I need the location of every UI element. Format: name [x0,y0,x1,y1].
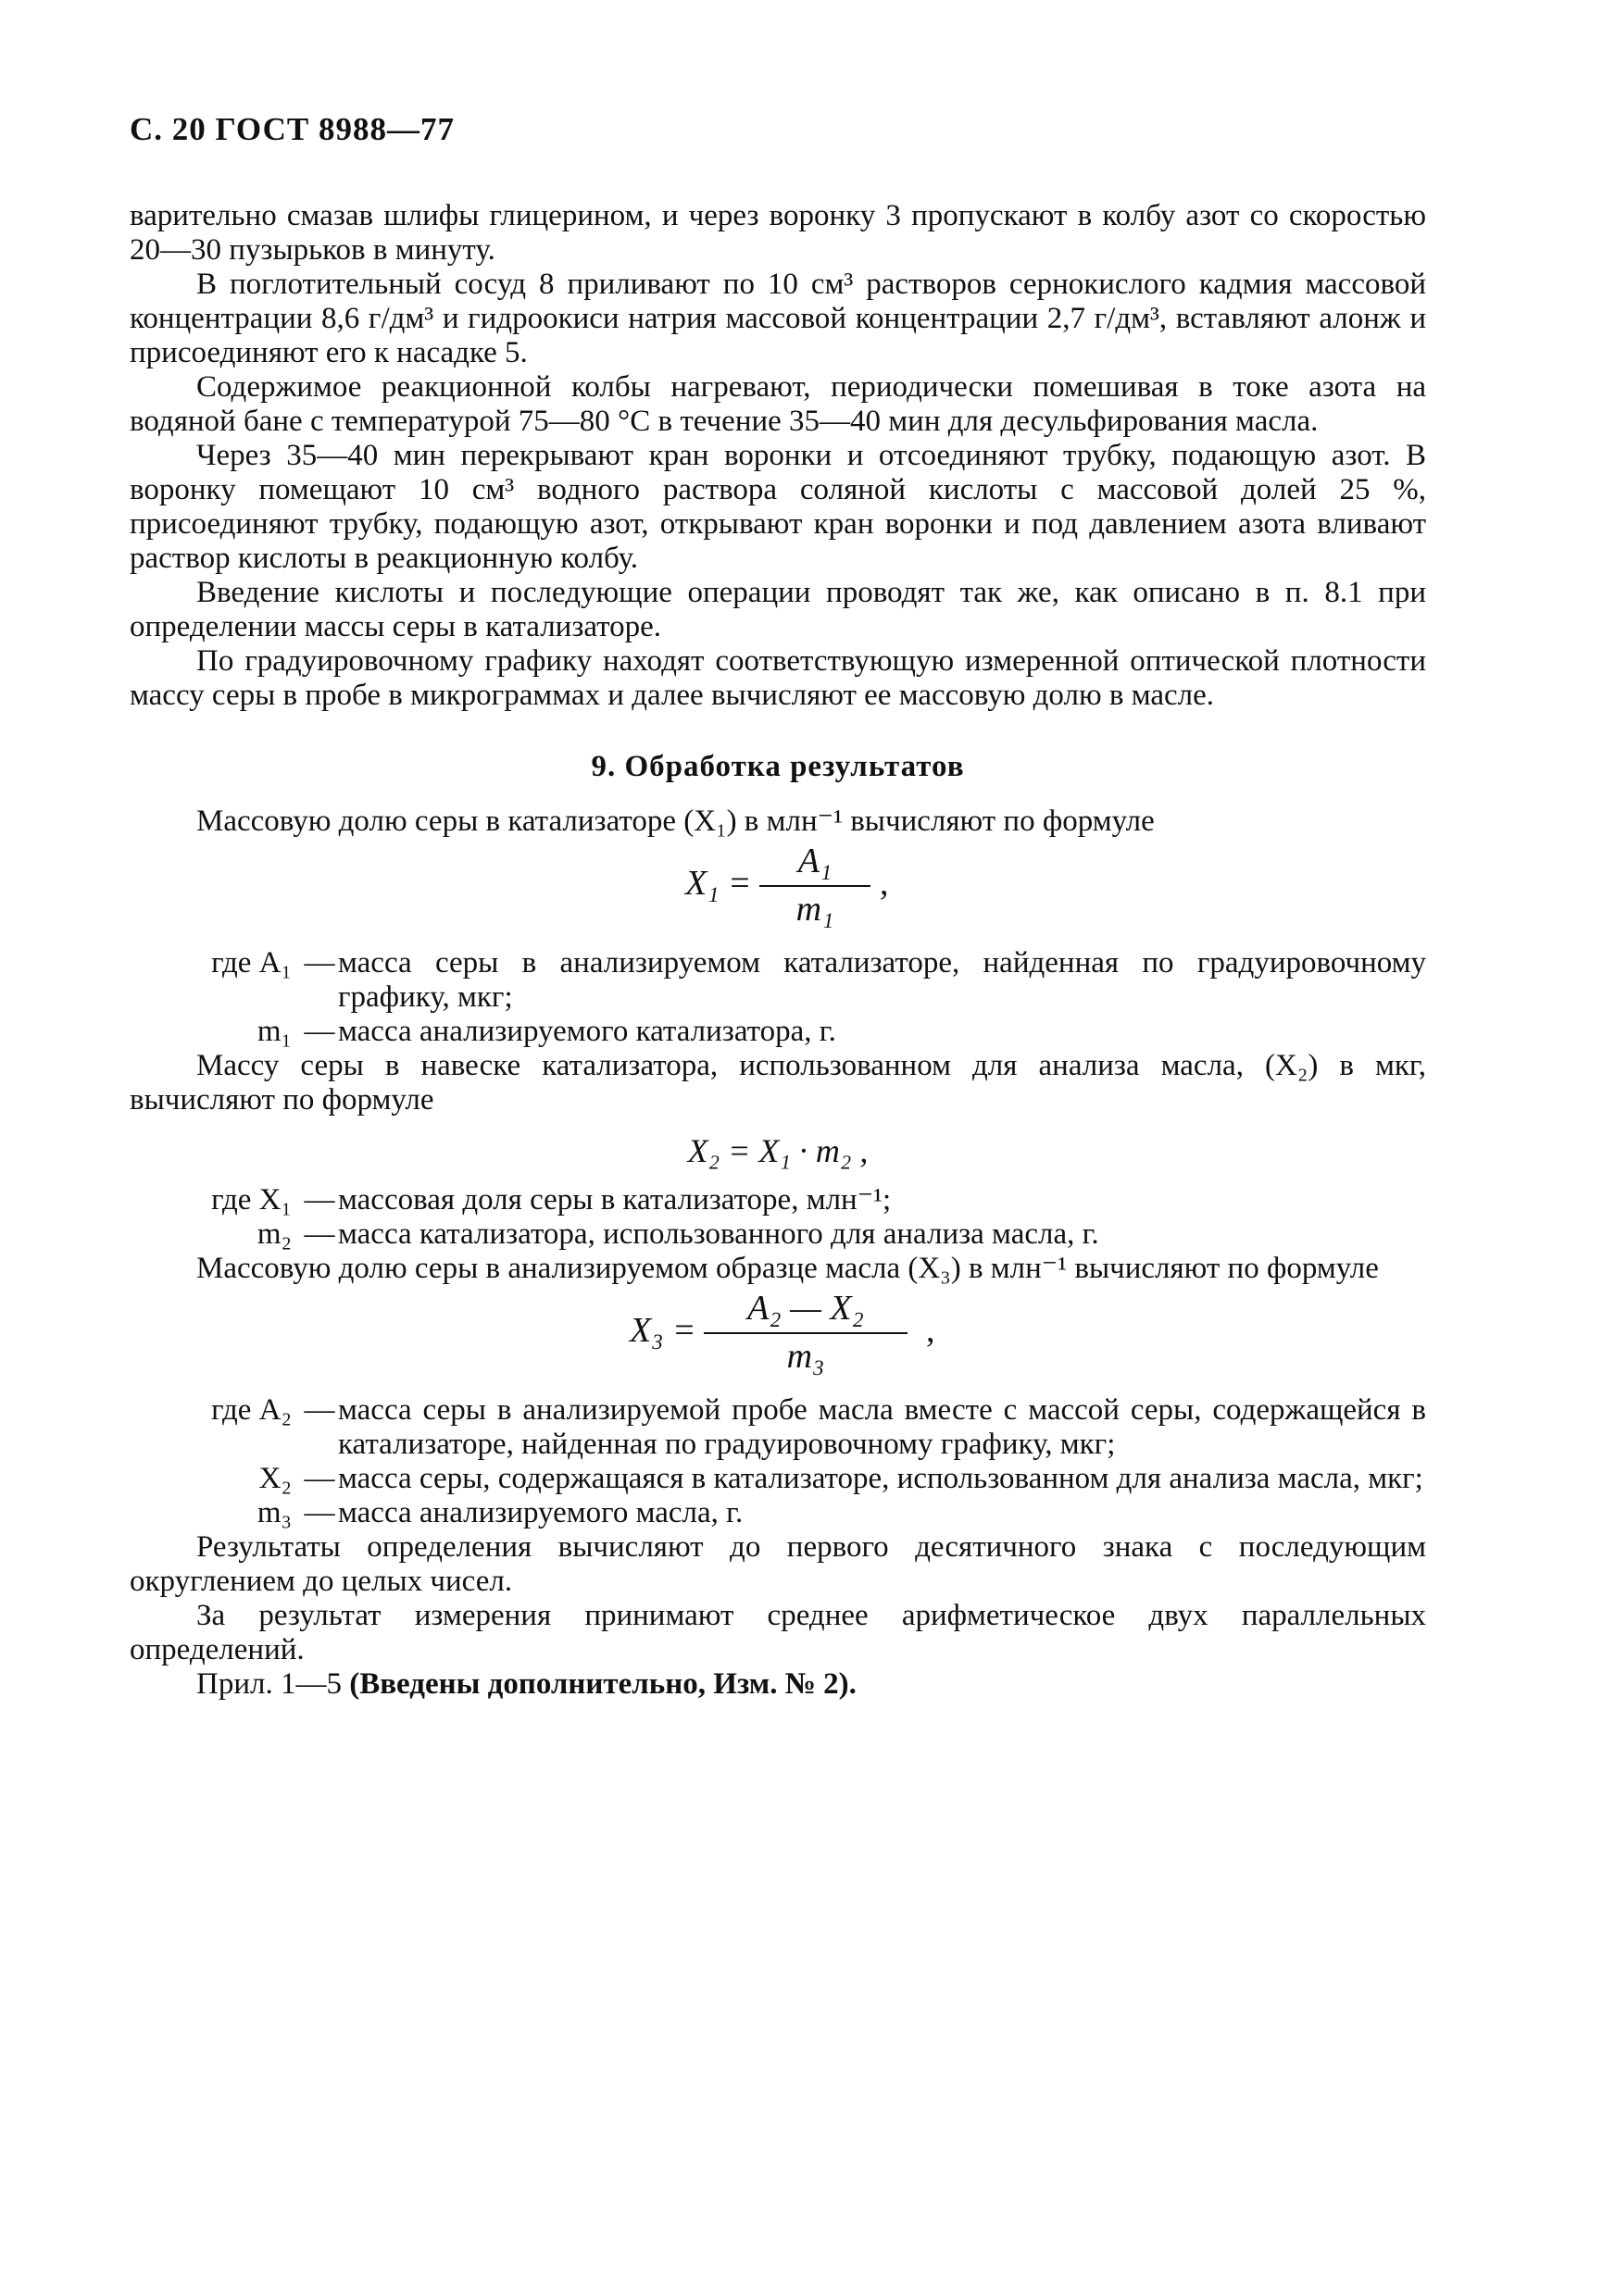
paragraph: За результат измерения принимают среднее арифметическое двух параллельных определений. [130,1599,1426,1666]
formula-fraction [759,839,870,931]
definition-row [130,1393,1426,1462]
definition-dash: — [304,1496,335,1529]
definition-symbol: m₂ [257,1217,292,1251]
definition-row [130,1015,1426,1049]
definition-symbol: где X₁ [211,1183,292,1217]
formula-lhs: X₁ = [685,864,752,903]
paragraph: варительно смазав шлифы глицерином, и через воронку 3 пропускают в колбу азот со скоростью 20—30 пузырьков в минуту. [130,199,1426,267]
formula-lhs: X₃ = [630,1311,696,1350]
definition-symbol: m₁ [257,1015,292,1048]
formula-denominator: m₁ [795,890,834,929]
formula-intro: Массовую долю серы в катализаторе (X₁) в млн⁻¹ вычисляют по формуле [196,805,1155,838]
definition-symbol: где A₂ [211,1393,292,1427]
formula-comma: , [926,1311,935,1350]
definition-dash: — [304,946,335,980]
definition-text: масса серы, содержащаяся в катализаторе, использованном для анализа масла, мкг; [338,1462,1423,1495]
appendix-prefix: Прил. 1—5 [196,1667,350,1701]
definition-list [130,1183,1426,1252]
formula-denominator: m₃ [786,1337,825,1376]
formula-intro: Массу серы в навеске катализатора, использованном для анализа масла, (X₂) в мкг, вычисляют по формуле [130,1049,1426,1117]
amendment-note: (Введены дополнительно, Изм. № 2). [349,1667,857,1701]
paragraph: Результаты определения вычисляют до первого десятичного знака с последующим округлением до целых чисел. [130,1530,1426,1598]
page-header: С. 20 ГОСТ 8988—77 [130,111,455,147]
definition-dash: — [304,1462,335,1495]
definition-symbol: где A₁ [211,946,292,980]
appendix-note [130,1667,1426,1702]
definition-list [130,1393,1426,1530]
paragraph: В поглотительный сосуд 8 приливают по 10 см³ растворов сернокислого кадмия массовой концентрации 8,6 г/дм³ и гидроокиси натрия массовой концентрации 2,7 г/дм³, вставляют алонж и присоединяют его к насадке 5. [130,268,1426,369]
paragraph: По градуировочному графику находят соответствующую измеренной оптической плотности массу серы в пробе в микрограммах и далее вычисляют ее массовую долю в масле. [130,644,1426,712]
section-title: 9. Обработка результатов [591,750,965,783]
definition-symbol: m₃ [257,1496,292,1529]
definition-row [130,1462,1426,1496]
paragraph: Содержимое реакционной колбы нагревают, периодически помешивая в токе азота на водяной бане с температурой 75—80 °С в течение 35—40 мин для десульфирования масла. [130,370,1426,438]
definition-dash: — [304,1183,335,1217]
formula-x1 [130,839,1426,941]
paragraph: Введение кислоты и последующие операции проводят так же, как описано в п. 8.1 при определении массы серы в катализаторе. [130,576,1426,643]
definition-text: масса анализируемого масла, г. [338,1496,744,1529]
definition-text: массовая доля серы в катализаторе, млн⁻¹; [338,1183,892,1217]
formula-numerator: A₁ [759,839,870,887]
definition-dash: — [304,1217,335,1251]
paragraph: Через 35—40 мин перекрывают кран воронки и отсоединяют трубку, подающую азот. В воронку помещают 10 см³ водного раствора соляной кислоты с массовой долей 25 %, присоединяют трубку, подающую азот, открывают кран воронки и под давлением азота вливают раствор кислоты в реакционную колбу. [130,439,1426,575]
definition-text: масса катализатора, использованного для анализа масла, г. [338,1217,1099,1251]
formula-intro: Массовую долю серы в анализируемом образце масла (X₃) в млн⁻¹ вычисляют по формуле [196,1252,1379,1285]
definition-row [130,946,1426,1015]
formula-x3 [130,1286,1426,1388]
definition-dash: — [304,1393,335,1427]
definition-text: масса анализируемого катализатора, г. [338,1015,836,1048]
definition-list [130,946,1426,1049]
formula-numerator: A₂ — X₂ [704,1286,908,1334]
definition-row [130,1496,1426,1530]
definition-symbol: X₂ [258,1462,292,1495]
definition-dash: — [304,1015,335,1048]
definition-text: масса серы в анализируемом катализаторе, найденная по градуировочному графику, мкг; [338,946,1426,1014]
document-body [130,199,1426,1702]
definition-row [130,1183,1426,1217]
formula-x2: X₂ = X₁ · m₂ , [687,1132,869,1169]
formula-fraction [704,1286,908,1379]
definition-row [130,1217,1426,1252]
definition-text: масса серы в анализируемой пробе масла вместе с массой серы, содержащейся в катализаторе, найденная по градуировочному графику, мкг; [338,1393,1426,1461]
formula-comma: , [880,864,889,903]
